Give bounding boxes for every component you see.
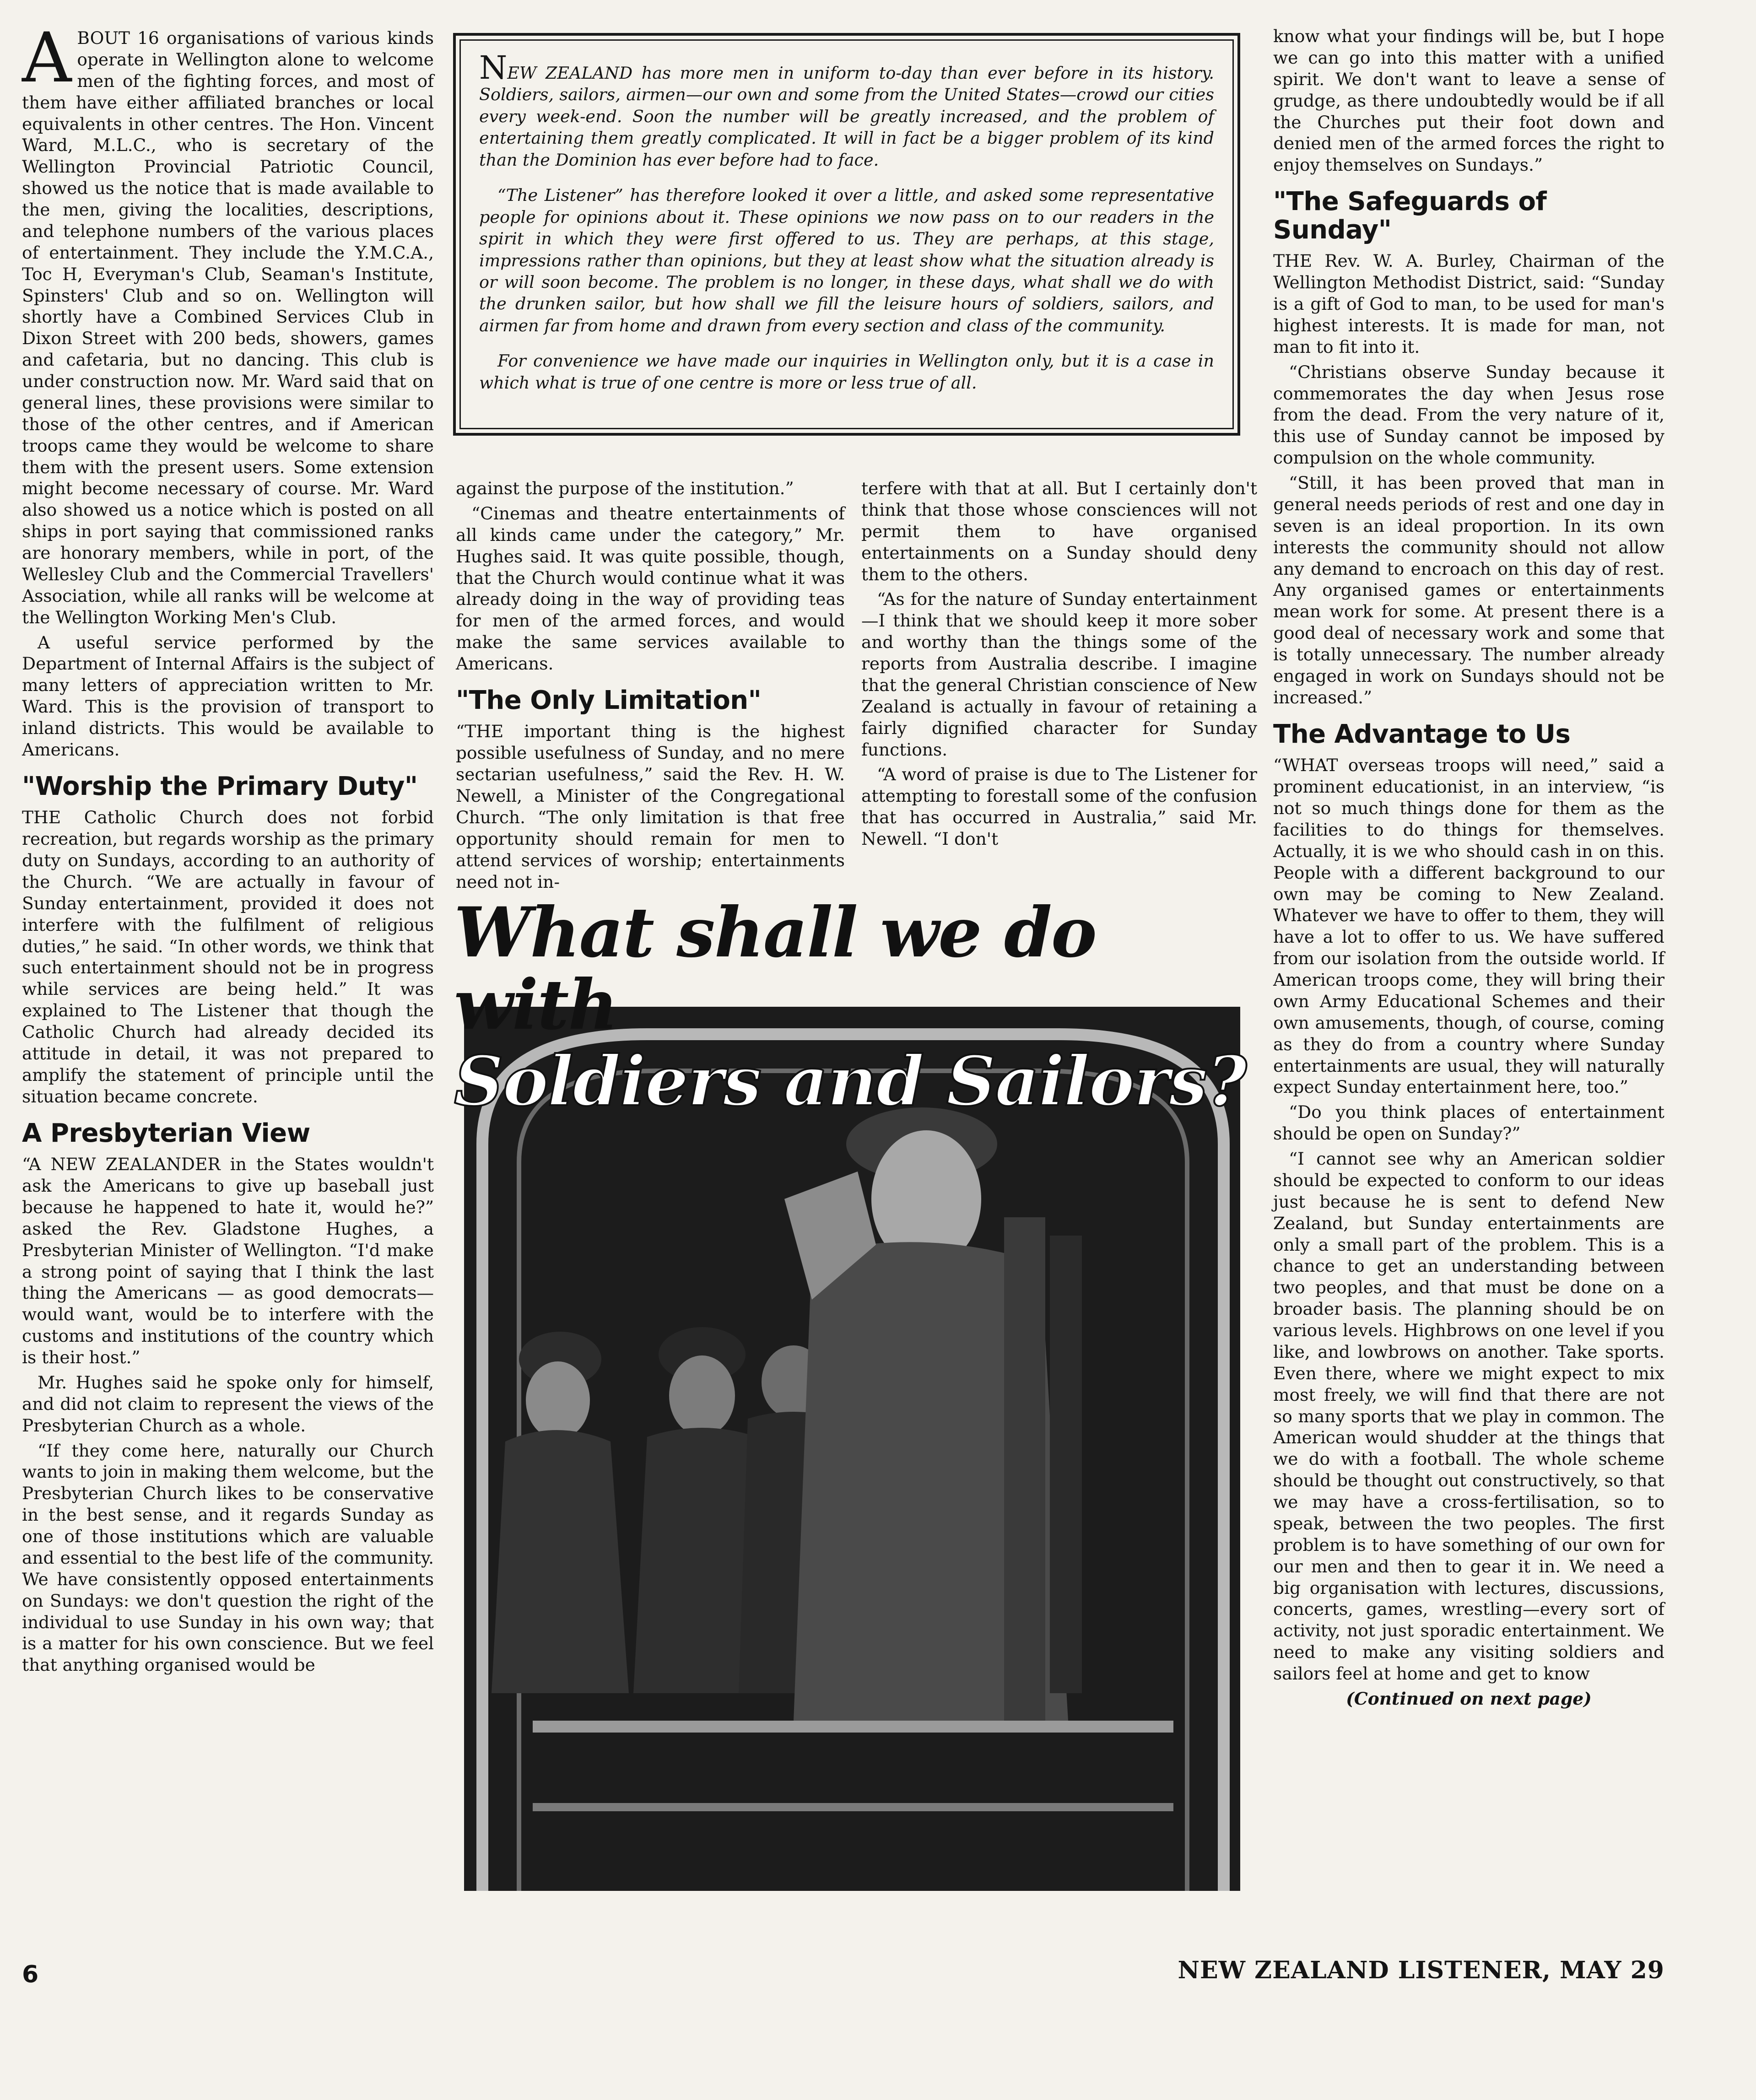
headline [454, 892, 1259, 1122]
paragraph: “A NEW ZEALANDER in the States wouldn't ask the Americans to give up baseball just because he happened to hate it, would he?” asked the Rev. Gladstone Hughes, a Presbyterian Minister of Wellington. “I'd make a strong point of saying that I think the last thing the Americans — as good democrats—would want, would be to interfere with the customs and institutions of the country which is their host.” [22, 1154, 434, 1368]
section-heading-advantage: The Advantage to Us [1273, 719, 1571, 749]
column-1 [22, 18, 434, 1679]
section-heading-limitation: "The Only Limitation" [456, 685, 762, 715]
soldiers-photo-illustration [464, 1007, 1240, 1891]
headline-line-1: What shall we do with [454, 892, 1096, 1045]
paragraph: “THE important thing is the highest possible usefulness of Sunday, and no mere sectarian usefulness,” said the Rev. H. W. Newell, a Minister of the Congregational Church. “The only limitation is that free opportunity should remain for men to attend services of worship; entertainments need not in- [456, 721, 845, 892]
continued-note: (Continued on next page) [1346, 1688, 1592, 1709]
paragraph: Mr. Hughes said he spoke only for himself, and did not claim to represent the views of the Presbyterian Church as a whole. [22, 1372, 434, 1436]
paragraph: “A word of praise is due to The Listener for attempting to forestall some of the confusion that has occurred in Australia,” said Mr. Newell. “I don't [861, 764, 1257, 849]
paragraph: “As for the nature of Sunday entertainment—I think that we should keep it more sober and worthy than the things some of the reports from Australia describe. I imagine that the general Christian conscience of New Zealand is actually in favour of retaining a fairly dignified character for Sunday functions. [861, 589, 1257, 760]
paragraph: “Christians observe Sunday because it commemorates the day when Jesus rose from the dead. From the very nature of it, this use of Sunday cannot be imposed by compulsion on the whole community. [1273, 362, 1664, 468]
paragraph: “WHAT overseas troops will need,” said a prominent educationist, in an interview, “is not so much things done for them as the facilities to do things for themselves. Actually, it is we who should cash in on this. People with a different background to our own may be coming to New Zealand. Whatever we have to offer to them, they will have a lot to offer to us. We have suffered from our isolation from the outside world. If American troops come, they will bring their own Army Educational Schemes and their own amusements, though, of course, coming as they do from a country where Sunday entertainments are usual, they will naturally expect Sunday entertainment here, too.” [1273, 755, 1664, 1097]
paragraph: THE Catholic Church does not forbid recreation, but regards worship as the primary duty on Sundays, according to an authority of the Church. “We are actually in favour of Sunday entertainment, provided it does not interfere with the fulfilment of religious duties,” he said. “In other words, we think that such entertainment should not be in progress while services are being held.” It was explained to The Listener that though the Catholic Church had already decided its attitude in detail, it was not prepared to amplify the statement of principle until the situation became concrete. [22, 807, 434, 1107]
drop-cap: A [22, 18, 72, 98]
headline-line-2: Soldiers and Sailors? [454, 1041, 1246, 1122]
opening-paragraph: ABOUT 16 organisations of various kinds operate in Wellington alone to welcome men of the fighting forces, and most of them have either affiliated branches or local equivalents in other centres. The Hon. Vincent Ward, M.L.C., who is secretary of the Wellington Provincial Patriotic Council, showed us the notice that is made available to the men, giving the localities, descriptions, and telephone numbers of the various places of entertainment. They include the Y.M.C.A., Toc H, Everyman's Club, Seaman's Institute, Spinsters' Club and so on. Wellington will shortly have a Combined Services Club in Dixon Street with 200 beds, showers, games and cafetaria, but no dancing. This club is under construction now. Mr. Ward said that on general lines, these provisions were similar to those of the other centres, and if American troops came they would be welcome to share them with the present users. Some extension might become necessary of course. Mr. Ward also showed us a notice which is posted on all ships in port saying that commissioned ranks are honorary members, while in port, of the Wellesley Club and the Commercial Travellers' Association, while all ranks will be welcome at the Wellington Working Men's Club. [22, 18, 434, 627]
paragraph: know what your findings will be, but I hope we can go into this matter with a unified spirit. We don't want to leave a sense of grudge, as there undoubtedly would be if all the Churches put their foot down and denied men of the armed forces the right to enjoy themselves on Sundays.” [1273, 26, 1664, 175]
column-3 [861, 478, 1257, 853]
masthead-footer: NEW ZEALAND LISTENER, MAY 29 [1178, 1956, 1664, 1984]
paragraph: “Do you think places of entertainment should be open on Sunday?” [1273, 1102, 1664, 1144]
paragraph: “Cinemas and theatre entertainments of all kinds came under the category,” Mr. Hughes said. It was quite possible, though, that the Church would continue what it was already doing in the way of providing teas for men of the armed forces, and would make the same services available to Americans. [456, 503, 845, 674]
intro-drop-cap: N [479, 49, 508, 86]
paragraph: THE Rev. W. A. Burley, Chairman of the Wellington Methodist District, said: “Sunday is a gift of God to man, to be used for man's highest interests. It is made for man, not man to fit into it. [1273, 251, 1664, 357]
intro-paragraph: NEW ZEALAND has more men in uniform to-day than ever before in its history. Soldiers, sailors, airmen—our own and some from the United States—crowd our cities every week-end. Soon the number will be greatly increased, and the problem of entertaining them greatly complicated. It will in fact be a bigger problem of its kind than the Dominion has ever before had to face. [479, 49, 1214, 170]
section-heading-safeguards: "The Safeguards of Sunday" [1273, 187, 1547, 245]
column-2 [456, 478, 845, 896]
paragraph: against the purpose of the institution.” [456, 478, 794, 498]
intro-paragraph: “The Listener” has therefore looked it over a little, and asked some representative people for opinions about it. These opinions we now pass on to our readers in the spirit in which they were first offered to us. They are perhaps, at this stage, impressions rather than opinions, but they at least show what the situation already is or will soon become. The problem is no longer, in these days, what shall we do with the drunken sailor, but how shall we fill the leisure hours of soldiers, sailors, and airmen far from home and drawn from every section and class of the community. [479, 185, 1214, 335]
paragraph: A useful service performed by the Department of Internal Affairs is the subject of many letters of appreciation written to Mr. Ward. This is the provision of transport to inland districts. This would be available to Americans. [22, 632, 434, 760]
paragraph: “If they come here, naturally our Church wants to join in making them welcome, but the Presbyterian Church likes to be conservative in the best sense, and it regards Sunday as one of those institutions which are valuable and essential to the best life of the community. We have consistently opposed entertainments on Sundays: we don't question the right of the individual to use Sunday in his own way; that is a matter for his own conscience. But we feel that anything organised would be [22, 1440, 434, 1675]
photo-soldiers [464, 1007, 1240, 1891]
paragraph: “Still, it has been proved that man in general needs periods of rest and one day in seven is an ideal proportion. In its own interests the community should not allow any demand to encroach on this day of rest. Any organised games or entertainments mean work for some. At present there is a good deal of necessary work and some that is totally unnecessary. The number already engaged in work on Sundays should not be increased.” [1273, 473, 1664, 707]
intro-text [459, 39, 1234, 429]
section-heading-presbyterian: A Presbyterian View [22, 1118, 310, 1148]
section-heading-worship: "Worship the Primary Duty" [22, 771, 418, 801]
paragraph: terfere with that at all. But I certainly don't think that those whose consciences will not permit them to have organised entertainments on a Sunday should deny them to the others. [861, 478, 1257, 584]
intro-box [453, 33, 1240, 436]
paragraph: “I cannot see why an American soldier should be expected to conform to our ideas just because he is sent to defend New Zealand, but Sunday entertainments are only a small part of the problem. This is a chance to get an understanding between two peoples, and that must be done on a broader basis. The planning should be on various levels. Highbrows on one level if you like, and lowbrows on another. Take sports. Even there, where we might expect to mix most freely, we will find that there are not so many sports that we play in common. The American would shudder at the things that we do with a football. The whole scheme should be thought out constructively, so that we may have a cross-fertilisation, so to speak, between the two peoples. The first problem is to have something of our own for our men and then to gear it in. We need a big organisation with lectures, discussions, concerts, games, wrestling—every sort of activity, not just sporadic entertainment. We need to make any visiting soldiers and sailors feel at home and get to know [1273, 1149, 1664, 1684]
page-number: 6 [22, 1961, 39, 1988]
column-4 [1273, 26, 1664, 1713]
intro-paragraph: For convenience we have made our inquiries in Wellington only, but it is a case in which what is true of one centre is more or less true of all. [479, 351, 1214, 393]
